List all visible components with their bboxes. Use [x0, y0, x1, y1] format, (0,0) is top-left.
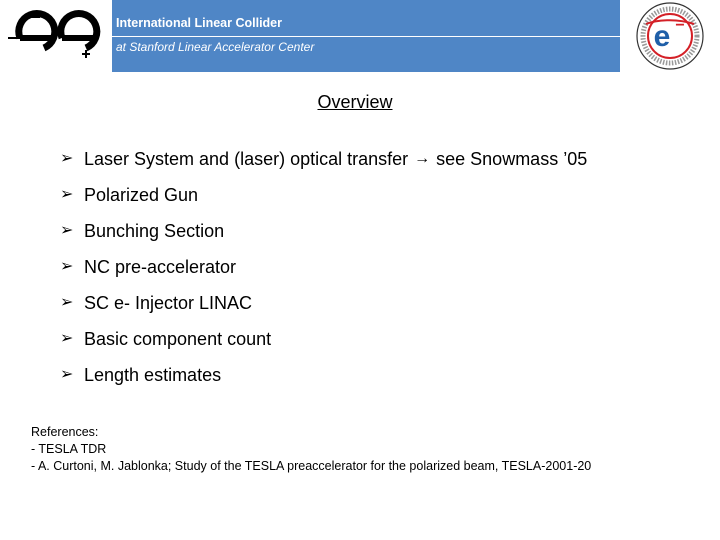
- bullet-text: Basic component count: [84, 329, 272, 349]
- list-item: [60, 364, 587, 400]
- bullet-text: Laser System and (laser) optical transfer: [84, 149, 409, 169]
- reference-item: - A. Curtoni, M. Jablonka; Study of the TESLA preaccelerator for the polarized beam, TESLA-2001-20: [31, 459, 592, 473]
- slide-title: Overview: [317, 92, 393, 112]
- svg-text:−: −: [675, 17, 685, 34]
- list-item: [60, 220, 587, 256]
- arrowhead-bullet-icon: ➢: [60, 222, 74, 239]
- arrowhead-bullet-icon: ➢: [60, 366, 74, 383]
- bullet-list: [60, 148, 587, 400]
- e-minus-seal-icon: [620, 0, 720, 72]
- ee-logo: [0, 0, 112, 72]
- header-titles: [112, 0, 620, 72]
- arrowhead-bullet-icon: ➢: [60, 294, 74, 311]
- bullet-arrow-text: see Snowmass ’05: [436, 149, 588, 169]
- right-arrow-icon: →: [414, 150, 431, 167]
- references: [31, 424, 591, 475]
- header-subtitle: at Stanford Linear Accelerator Center: [116, 40, 315, 54]
- bullet-text: SC e- Injector LINAC: [84, 293, 253, 313]
- bullet-text: Bunching Section: [84, 221, 225, 241]
- list-item: [60, 328, 587, 364]
- reference-item: - TESLA TDR: [31, 442, 107, 456]
- seal-logo: [620, 0, 720, 72]
- ee-logo-icon: [0, 0, 112, 72]
- list-item: [60, 256, 587, 292]
- references-heading: References:: [31, 425, 99, 439]
- list-item: [60, 148, 587, 184]
- bullet-text: Polarized Gun: [84, 185, 199, 205]
- header-title: International Linear Collider: [116, 16, 282, 30]
- list-item: [60, 292, 587, 328]
- arrowhead-bullet-icon: ➢: [60, 186, 74, 203]
- bullet-text: NC pre-accelerator: [84, 257, 237, 277]
- bullet-text: Length estimates: [84, 365, 222, 385]
- arrowhead-bullet-icon: ➢: [60, 258, 74, 275]
- arrowhead-bullet-icon: ➢: [60, 330, 74, 347]
- list-item: [60, 184, 587, 220]
- arrowhead-bullet-icon: ➢: [60, 150, 74, 167]
- svg-text:e: e: [653, 20, 671, 53]
